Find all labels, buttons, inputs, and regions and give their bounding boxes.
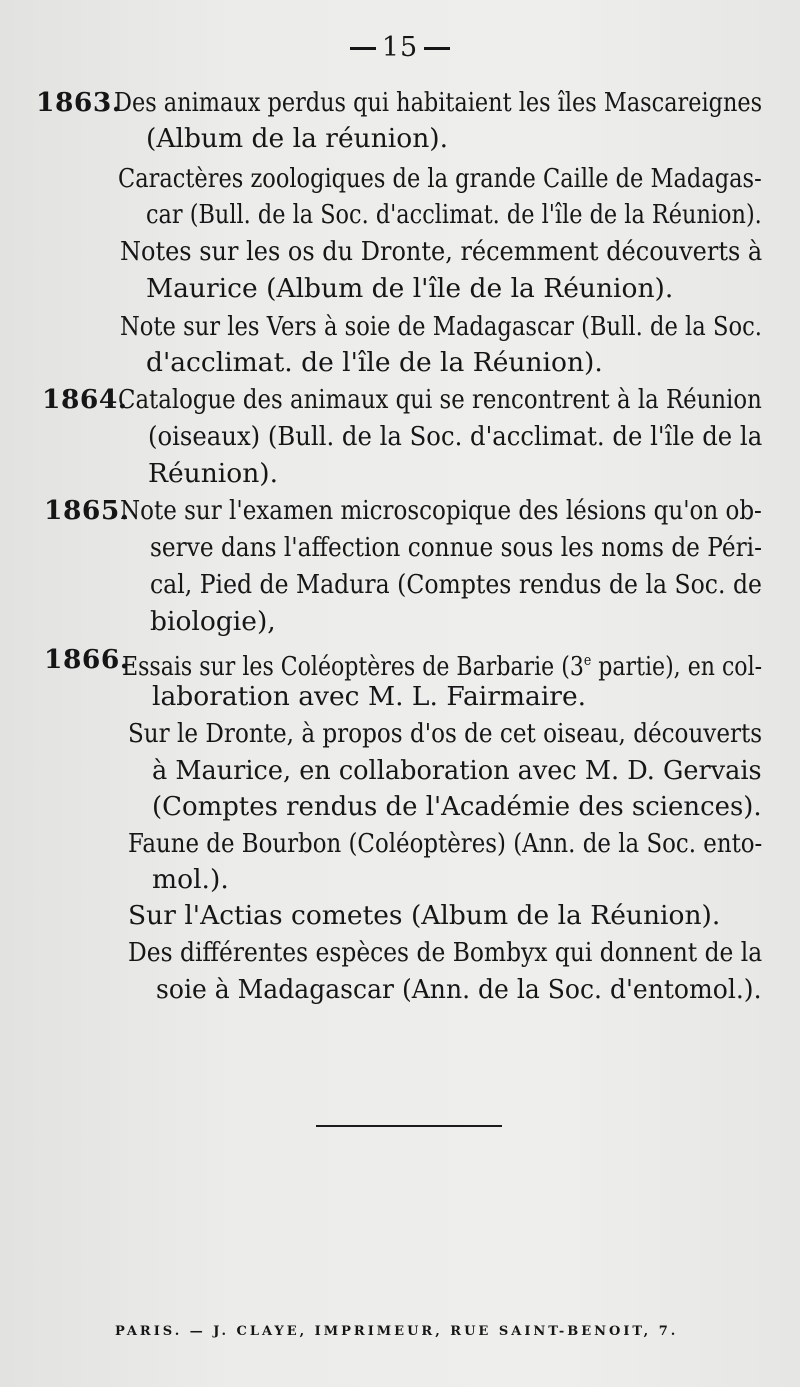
year-1865: 1865. — [44, 495, 130, 526]
year-1863: 1863. — [36, 87, 122, 118]
entry-line: d'acclimat. de l'île de la Réunion). — [146, 347, 603, 378]
entry-line: biologie), — [150, 606, 276, 637]
entry-line: Faune de Bourbon (Coléoptères) (Ann. de la Soc. ento- — [128, 828, 763, 859]
entry-line: (Album de la réunion). — [146, 123, 449, 154]
dash-left — [350, 47, 376, 50]
entry-line: Note sur l'examen microscopique des lésions qu'on ob- — [120, 495, 762, 526]
entry-line: soie à Madagascar (Ann. de la Soc. d'entomol.). — [156, 974, 762, 1005]
entry-line: cal, Pied de Madura (Comptes rendus de la Soc. de — [150, 569, 762, 600]
page-number-text: 15 — [381, 32, 419, 63]
entry-text: Essais sur les Coléoptères de Barbarie (3 — [122, 650, 584, 682]
entry-line: Notes sur les os du Dronte, récemment découverts à — [120, 236, 763, 267]
entry-line: Réunion). — [148, 458, 279, 489]
entry-text: partie), en col- — [591, 650, 763, 682]
entry-line: Catalogue des animaux qui se rencontrent à la Réunion — [118, 384, 762, 415]
entry-line: Maurice (Album de l'île de la Réunion). — [146, 273, 674, 304]
entry-line: (oiseaux) (Bull. de la Soc. d'acclimat. de l'île de la — [148, 421, 763, 452]
entry-line: mol.). — [152, 864, 229, 895]
entry-line: Sur l'Actias cometes (Album de la Réunion). — [128, 900, 721, 931]
entry-line: laboration avec M. L. Fairmaire. — [152, 681, 587, 712]
entry-line: car (Bull. de la Soc. d'acclimat. de l'île de la Réunion). — [146, 199, 762, 230]
dash-right — [424, 47, 450, 50]
entry-line: à Maurice, en collaboration avec M. D. Gervais — [152, 755, 762, 786]
entry-line: Caractères zoologiques de la grande Caille de Madagas- — [118, 163, 762, 194]
entry-line: Des différentes espèces de Bombyx qui donnent de la — [128, 937, 763, 968]
printer-imprint: PARIS. — J. CLAYE, IMPRIMEUR, RUE SAINT-BENOIT, 7. — [115, 1324, 679, 1339]
entry-line: Note sur les Vers à soie de Madagascar (Bull. de la Soc. — [120, 311, 762, 342]
entry-line: (Comptes rendus de l'Académie des sciences). — [152, 791, 762, 822]
page-number — [0, 32, 800, 63]
entry-line: Des animaux perdus qui habitaient les îles Mascareignes — [114, 87, 763, 118]
year-1866: 1866. — [44, 644, 130, 675]
entry-line: Sur le Dronte, à propos d'os de cet oiseau, découverts — [128, 718, 763, 749]
superscript: e — [583, 651, 592, 669]
year-1864: 1864. — [42, 384, 128, 415]
entry-line: serve dans l'affection connue sous les noms de Péri- — [150, 532, 762, 563]
horizontal-rule — [316, 1125, 502, 1127]
